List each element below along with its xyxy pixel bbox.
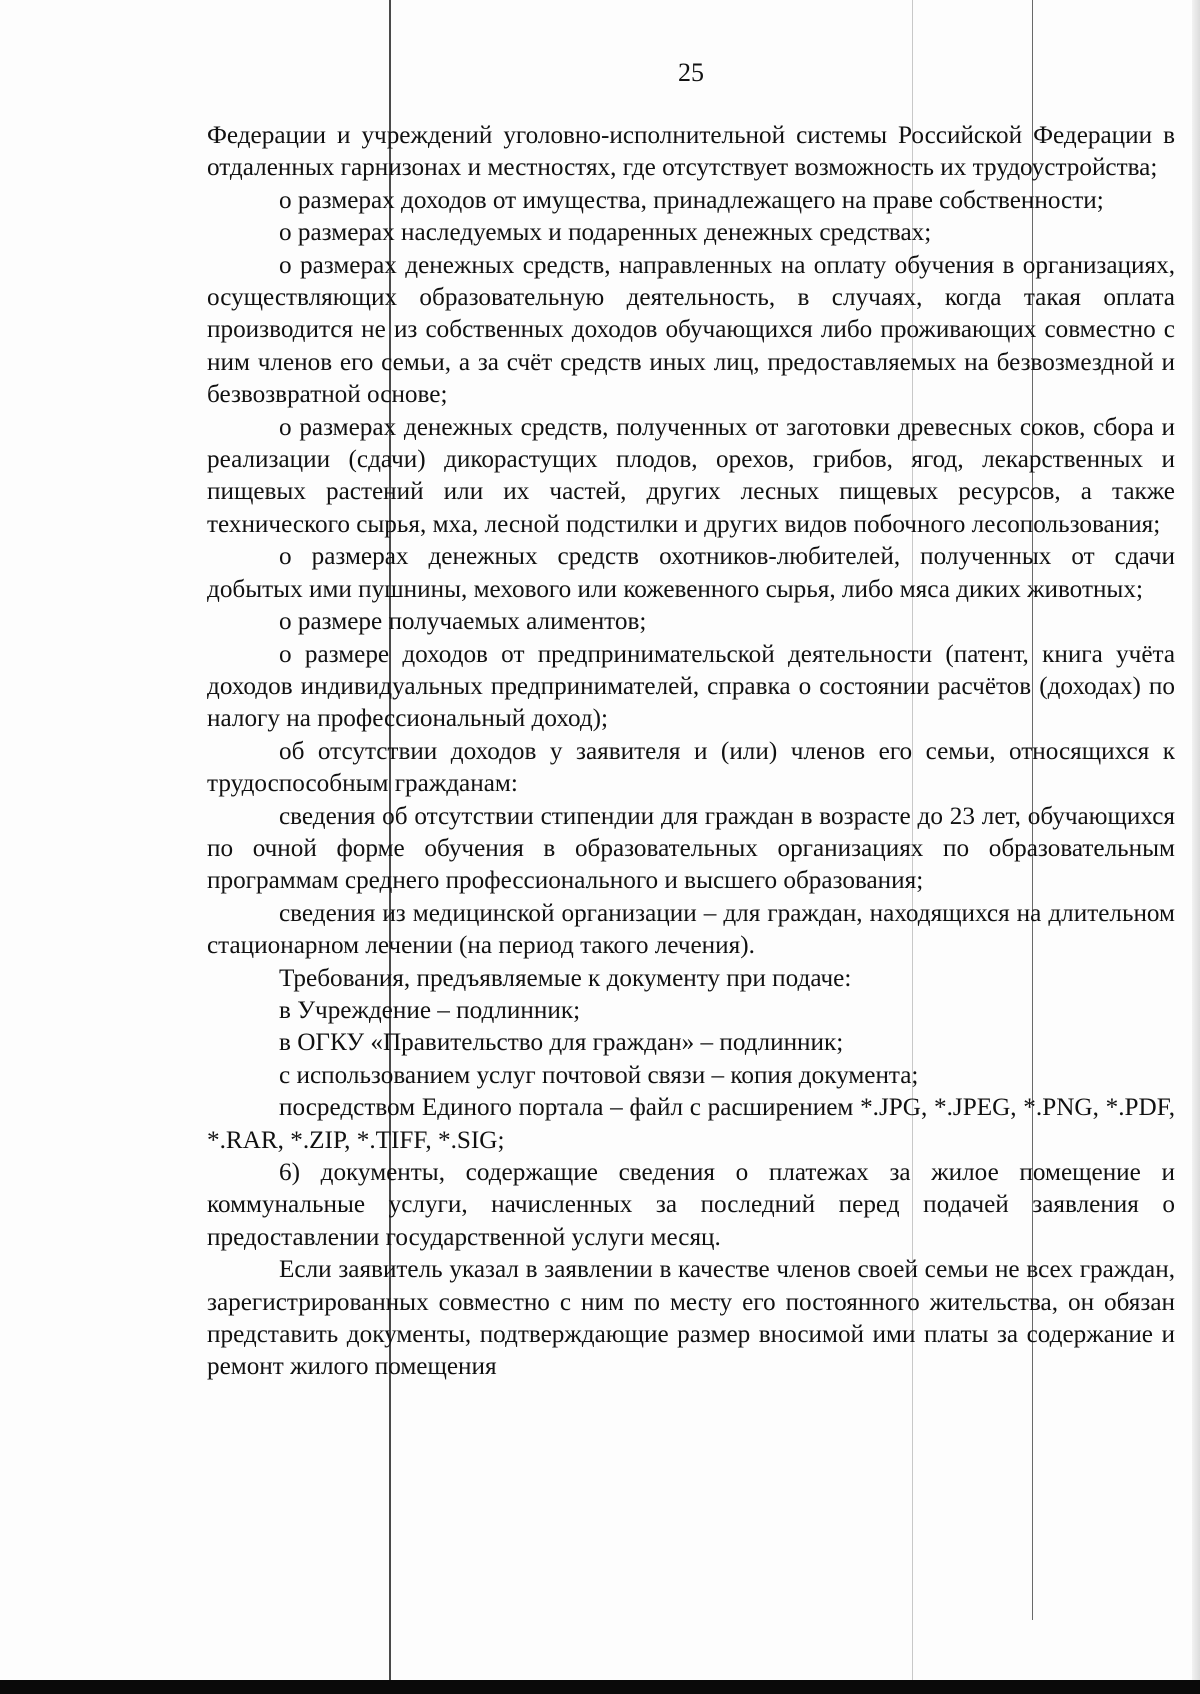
document-body [207, 120, 1175, 1384]
paragraph: о размерах денежных средств охотников-любителей, полученных от сдачи добытых ими пушнины, мехового или кожевенного сырья, либо мяса диких животных; [207, 543, 1175, 603]
paragraph: 6) документы, содержащие сведения о платежах за жилое помещение и коммунальные услуги, начисленных за последний перед подачей заявления о предоставлении государственной услуги месяц. [207, 1159, 1175, 1251]
paragraph: о размерах денежных средств, полученных от заготовки древесных соков, сбора и реализации (сдачи) дикорастущих плодов, орехов, грибов, ягод, лекарственных и пищевых растений или их частей, других лесных пищевых ресурсов, а также технического сырья, мха, лесной подстилки и других видов побочного лесопользования; [207, 413, 1175, 538]
paragraph: сведения об отсутствии стипендии для граждан в возрасте до 23 лет, обучающихся по очной форме обучения в образовательных организациях по образовательным программам среднего профессионального и высшего образования; [207, 802, 1175, 895]
paragraph: сведения из медицинской организации – для граждан, находящихся на длительном стационарном лечении (на период такого лечения). [207, 899, 1175, 960]
paragraph: в Учреждение – подлинник; [279, 996, 581, 1024]
paragraph: Если заявитель указал в заявлении в качестве членов своей семьи не всех граждан, зарегистрированных совместно с ним по месту его постоянного жительства, он обязан представить документы, подтверждающие размер вносимой ими платы за содержание и ремонт жилого помещения [207, 1256, 1175, 1381]
page-number: 25 [678, 58, 704, 87]
scan-edge [1192, 0, 1200, 1694]
scan-bottom-edge [0, 1680, 1200, 1694]
paragraph: с использованием услуг почтовой связи – копия документа; [279, 1061, 919, 1089]
paragraph: о размерах денежных средств, направленных на оплату обучения в организациях, осуществляющих образовательную деятельность, в случаях, когда такая оплата производится не из собственных доходов обучающихся либо проживающих совместно с ним членов его семьи, а за счёт средств иных лиц, предоставляемых на безвозмездной и безвозвратной основе; [207, 251, 1175, 409]
paragraph: Требования, предъявляемые к документу при подаче: [279, 964, 852, 992]
paragraph: о размерах наследуемых и подаренных денежных средствах; [279, 219, 932, 247]
paragraph: о размерах доходов от имущества, принадлежащего на праве собственности; [279, 186, 1104, 214]
paragraph: об отсутствии доходов у заявителя и (или) членов его семьи, относящихся к трудоспособным гражданам: [207, 737, 1175, 798]
paragraph: о размере получаемых алиментов; [279, 608, 647, 636]
paragraph: посредством Единого портала – файл с расширением *.JPG, *.JPEG, *.PNG, *.PDF, *.RAR, *.ZIP, *.TIFF, *.SIG; [207, 1094, 1175, 1154]
paragraph: Федерации и учреждений уголовно-исполнительной системы Российской Федерации в отдаленных гарнизонах и местностях, где отсутствует возможность их трудоустройства; [207, 122, 1175, 182]
paragraph: в ОГКУ «Правительство для граждан» – подлинник; [279, 1029, 844, 1057]
paragraph: о размере доходов от предпринимательской деятельности (патент, книга учёта доходов индивидуальных предпринимателей, справка о состоянии расчётов (доходах) по налогу на профессиональный доход); [207, 640, 1175, 733]
